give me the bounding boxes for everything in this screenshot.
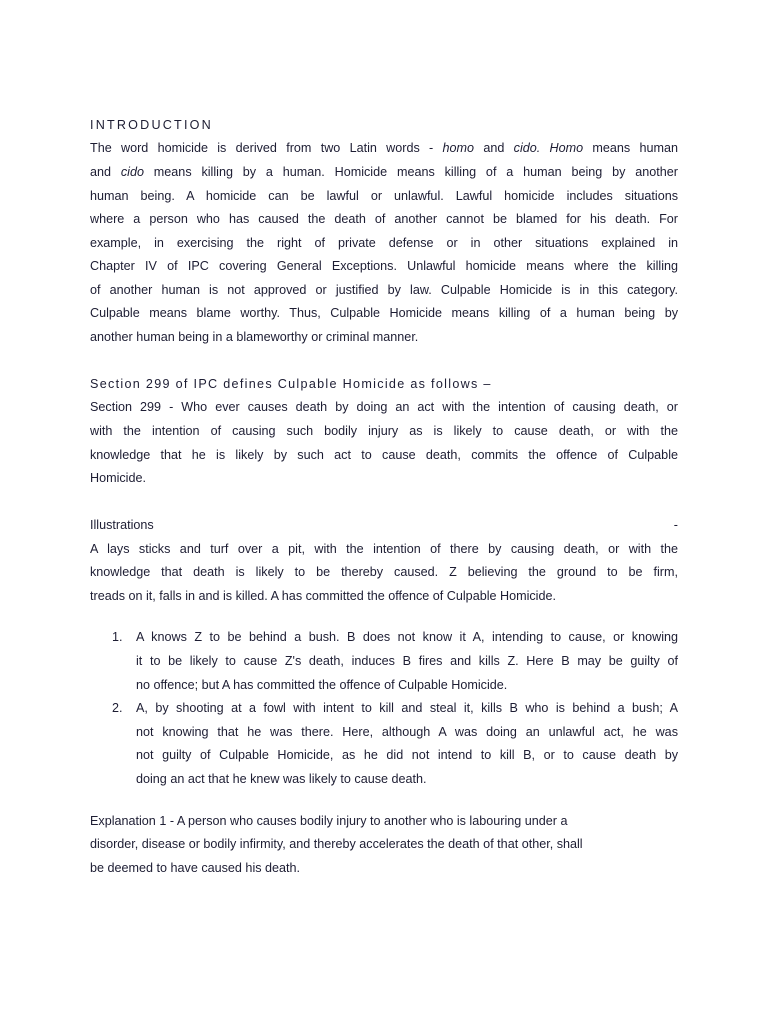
section299-line-4: Homicide.	[90, 471, 146, 485]
list-item-1-number: 1.	[112, 630, 123, 644]
section299-line-1: Section 299 - Who ever causes death by doing an act with the intention of causing death, or	[90, 400, 678, 414]
explanation1-line-1: Explanation 1 - A person who causes bodily injury to another who is labouring under a	[90, 814, 568, 828]
intro-line-4: where a person who has caused the death of another cannot be blamed for his death. For	[90, 212, 678, 226]
section299-line-3: knowledge that he is likely by such act to cause death, commits the offence of Culpable	[90, 448, 678, 462]
intro-line-2: and cido means killing by a human. Homicide means killing of a human being by another	[90, 165, 678, 179]
section299-line-2: with the intention of causing such bodily injury as is likely to cause death, or with the	[90, 424, 678, 438]
intro-line-3: human being. A homicide can be lawful or unlawful. Lawful homicide includes situations	[90, 189, 678, 203]
intro-line-5: example, in exercising the right of private defense or in other situations explained in	[90, 236, 678, 250]
intro-line-7: of another human is not approved or justified by law. Culpable Homicide is in this category.	[90, 283, 678, 297]
list-item-2-line-4: doing an act that he knew was likely to cause death.	[136, 772, 427, 786]
intro-line-8: Culpable means blame worthy. Thus, Culpable Homicide means killing of a human being by	[90, 306, 678, 320]
illustrations-line-2: knowledge that death is likely to be thereby caused. Z believing the ground to be firm,	[90, 565, 678, 579]
intro-heading: INTRODUCTION	[90, 118, 213, 132]
list-item-1-line-3: no offence; but A has committed the offence of Culpable Homicide.	[136, 678, 508, 692]
illustrations-heading	[90, 517, 678, 533]
illustrations-title: Illustrations	[90, 518, 154, 532]
illustrations-line-1: A lays sticks and turf over a pit, with the intention of there by causing death, or with the	[90, 542, 678, 556]
section299-heading: Section 299 of IPC defines Culpable Homicide as follows –	[90, 377, 492, 391]
explanation1-line-2: disorder, disease or bodily infirmity, and thereby accelerates the death of that other, shall	[90, 837, 583, 851]
intro-line-1: The word homicide is derived from two Latin words - homo and cido. Homo means human	[90, 141, 679, 155]
intro-line-6: Chapter IV of IPC covering General Exceptions. Unlawful homicide means where the killing	[90, 259, 678, 273]
list-item-2-number: 2.	[112, 701, 123, 715]
list-item-2-line-1: A, by shooting at a fowl with intent to kill and steal it, kills B who is behind a bush; A	[136, 701, 678, 715]
list-item-1-line-2: it to be likely to cause Z's death, induces B fires and kills Z. Here B may be guilty of	[136, 654, 678, 668]
intro-line-9: another human being in a blameworthy or criminal manner.	[90, 330, 419, 344]
explanation1-line-3: be deemed to have caused his death.	[90, 861, 301, 875]
illustrations-dash: -	[673, 518, 678, 532]
illustrations-line-3: treads on it, falls in and is killed. A has committed the offence of Culpable Homicide.	[90, 589, 556, 603]
list-item-2-line-3: not guilty of Culpable Homicide, as he did not intend to kill B, or to cause death by	[136, 748, 678, 762]
list-item-1-line-1: A knows Z to be behind a bush. B does not know it A, intending to cause, or knowing	[136, 630, 678, 644]
list-item-2-line-2: not knowing that he was there. Here, although A was doing an unlawful act, he was	[136, 725, 678, 739]
